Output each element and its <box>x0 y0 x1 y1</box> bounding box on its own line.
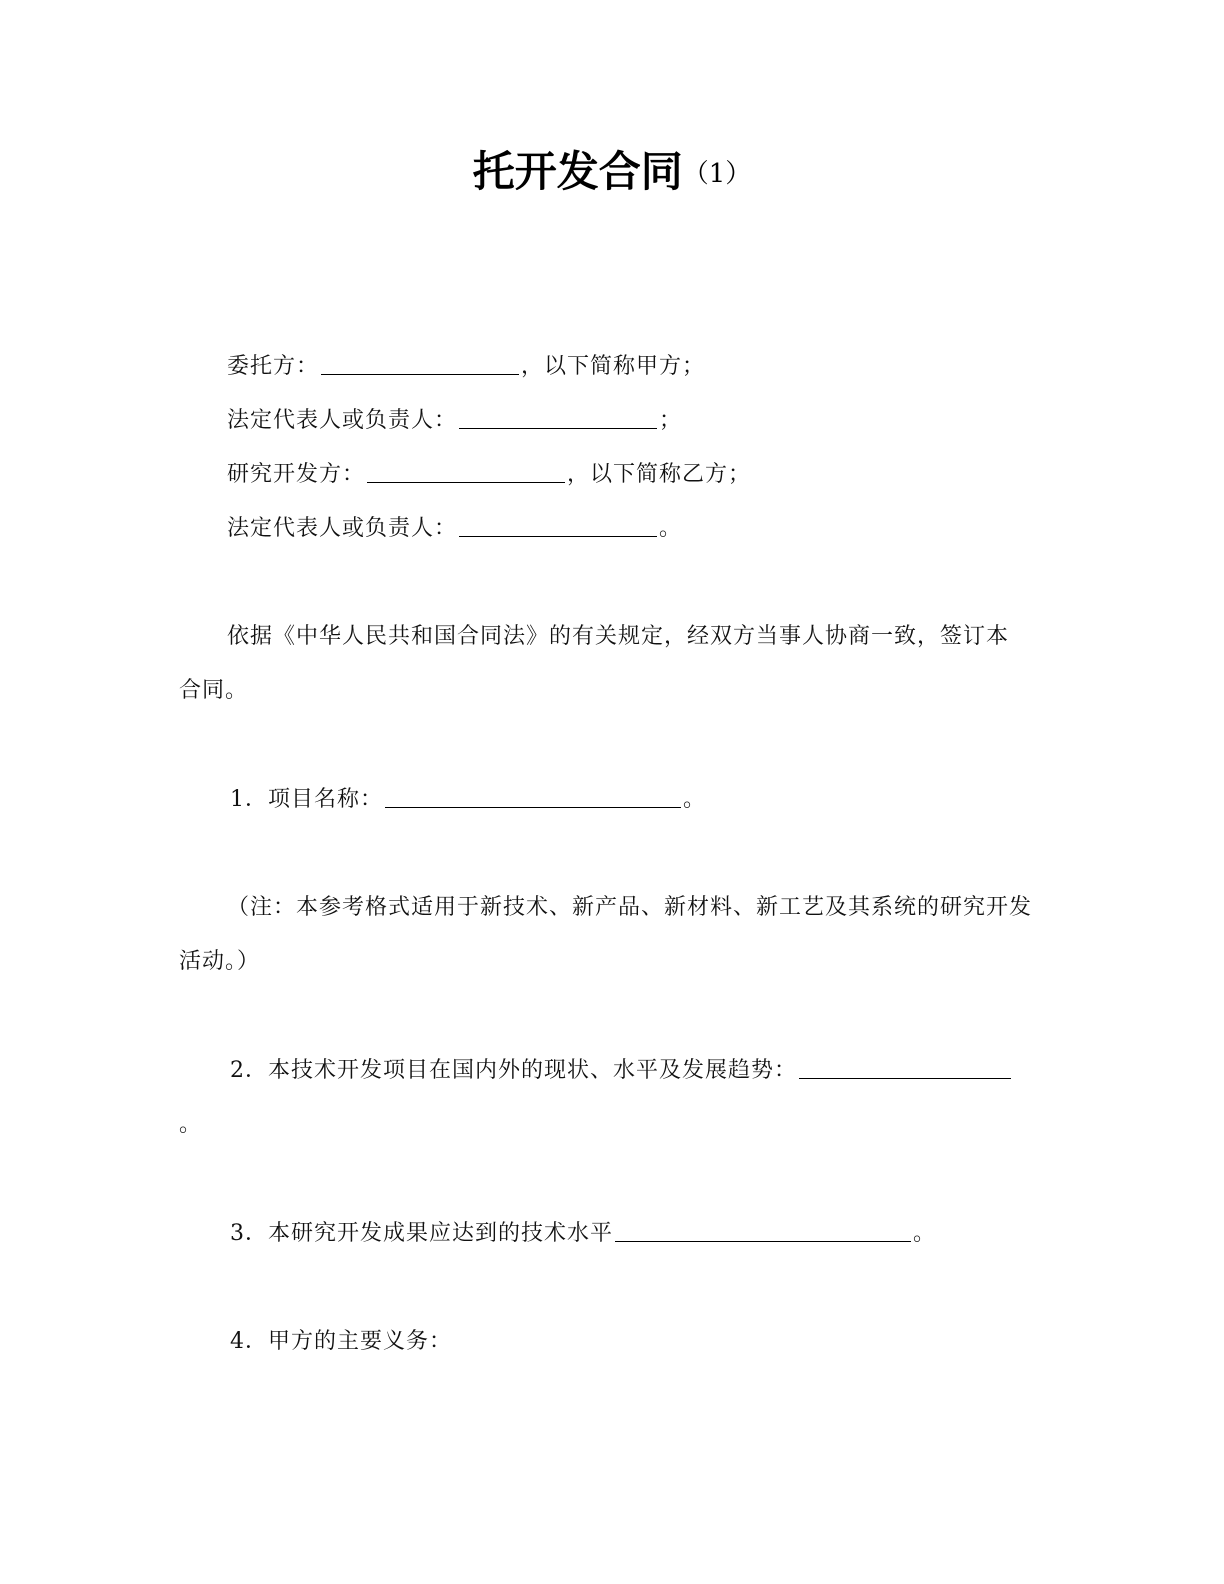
party-developer-rep-label: 法定代表人或负责人： <box>227 516 458 541</box>
clause-4-number: 4． <box>230 1329 268 1354</box>
clause-3-text: 本研究开发成果应达到的技术水平 <box>268 1221 614 1246</box>
clause-1-text: 项目名称： <box>268 787 384 812</box>
party-developer-suffix: ，以下简称乙方； <box>567 462 752 487</box>
preamble-line-2: 合同。 <box>179 678 249 703</box>
party-developer-label: 研究开发方： <box>227 462 366 487</box>
clause-4-text: 甲方的主要义务： <box>268 1329 453 1354</box>
clause-2-suffix: 。 <box>179 1112 203 1137</box>
clause-1-number: 1． <box>230 787 268 812</box>
party-developer-line <box>227 459 751 491</box>
clause-2-blank[interactable] <box>799 1056 1011 1079</box>
party-developer-blank[interactable] <box>367 460 565 483</box>
title-text: 托开发合同 <box>472 147 683 196</box>
clause-3-suffix: 。 <box>913 1221 937 1246</box>
clause-3 <box>230 1218 936 1250</box>
party-client-rep-blank[interactable] <box>459 406 657 429</box>
clause-1-blank[interactable] <box>385 785 681 808</box>
title-suffix: （1） <box>682 159 752 189</box>
clause-2 <box>230 1055 1013 1087</box>
note-line-2: 活动。） <box>179 949 261 974</box>
clause-3-blank[interactable] <box>615 1219 911 1242</box>
party-developer-rep-line <box>227 513 682 545</box>
party-client-rep-label: 法定代表人或负责人： <box>227 408 458 433</box>
clause-1 <box>230 784 706 816</box>
party-developer-rep-suffix: 。 <box>659 516 683 541</box>
note-line-1: （注：本参考格式适用于新技术、新产品、新材料、新工艺及其系统的研究开发 <box>227 895 1033 920</box>
clause-2-number: 2． <box>230 1058 268 1083</box>
party-client-rep-line <box>227 405 682 437</box>
party-client-label: 委托方： <box>227 354 320 379</box>
party-client-rep-suffix: ； <box>659 408 683 433</box>
clause-1-suffix: 。 <box>683 787 707 812</box>
party-client-line <box>227 351 705 383</box>
party-developer-rep-blank[interactable] <box>459 514 657 537</box>
document-title <box>0 142 1224 204</box>
party-client-blank[interactable] <box>321 352 519 375</box>
preamble-line-1: 依据《中华人民共和国合同法》的有关规定，经双方当事人协商一致，签订本 <box>227 624 1010 649</box>
clause-3-number: 3． <box>230 1221 268 1246</box>
clause-4 <box>230 1326 452 1358</box>
party-client-suffix: ，以下简称甲方； <box>521 354 706 379</box>
clause-2-text: 本技术开发项目在国内外的现状、水平及发展趋势： <box>268 1058 798 1083</box>
